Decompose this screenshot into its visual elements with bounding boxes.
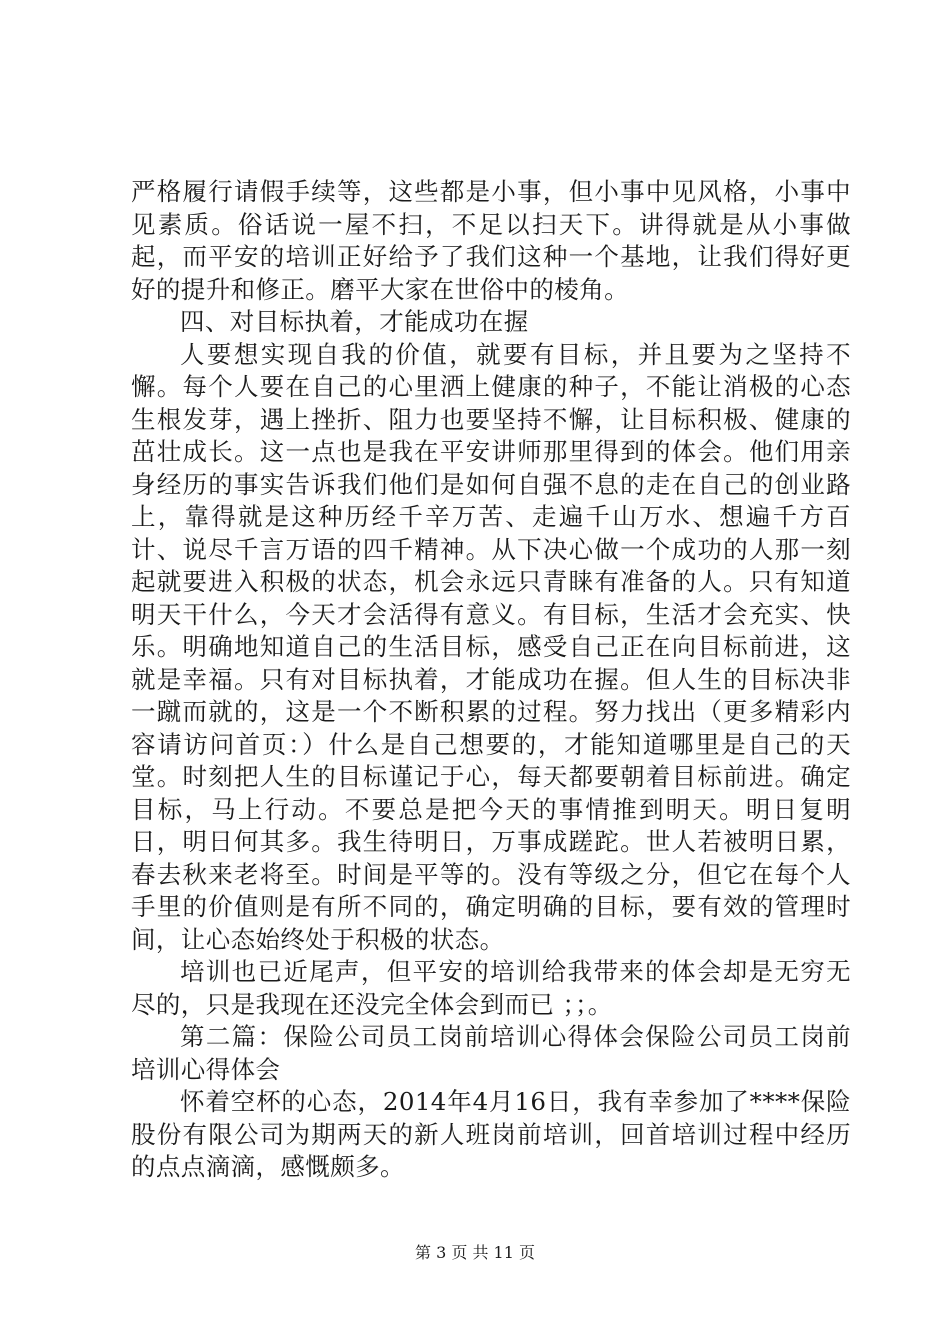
- paragraph-ending: 培训也已近尾声，但平安的培训给我带来的体会却是无穷无尽的，只是我现在还没完全体会到而已 ；；。: [131, 957, 851, 1019]
- paragraph-second-intro: 怀着空杯的心态，2014年4月16日，我有幸参加了****保险股份有限公司为期两天的新人班岗前培训，回首培训过程中经历的点点滴滴，感慨颇多。: [131, 1087, 851, 1181]
- document-body: [131, 176, 851, 1184]
- page-number-footer: 第 3 页 共 11 页: [415, 1243, 535, 1262]
- paragraph-continuation: 严格履行请假手续等，这些都是小事，但小事中见风格，小事中见素质。俗话说一屋不扫，不足以扫天下。讲得就是从小事做起，而平安的培训正好给予了我们这种一个基地，让我们得好更好的提升和修正。磨平大家在世俗中的棱角。: [131, 177, 851, 304]
- second-article-title: 第二篇：保险公司员工岗前培训心得体会保险公司员工岗前培训心得体会: [131, 1022, 851, 1084]
- section-heading-four: 四、对目标执着，才能成功在握: [180, 307, 529, 336]
- paragraph-goals: 人要想实现自我的价值，就要有目标，并且要为之坚持不懈。每个人要在自己的心里洒上健康的种子，不能让消极的心态生根发芽，遇上挫折、阻力也要坚持不懈，让目标积极、健康的茁壮成长。这一点也是我在平安讲师那里得到的体会。他们用亲身经历的事实告诉我们他们是如何自强不息的走在自己的创业路上，靠得就是这种历经千辛万苦、走遍千山万水、想遍千方百计、说尽千言万语的四千精神。从下决心做一个成功的人那一刻起就要进入积极的状态，机会永远只青睐有准备的人。只有知道明天干什么，今天才会活得有意义。有目标，生活才会充实、快乐。明确地知道自己的生活目标，感受自己正在向目标前进，这就是幸福。只有对目标执着，才能成功在握。但人生的目标决非一蹴而就的，这是一个不断积累的过程。努力找出（更多精彩内容请访问首页：）什么是自己想要的，才能知道哪里是自己的天堂。时刻把人生的目标谨记于心，每天都要朝着目标前进。确定目标，马上行动。不要总是把今天的事情推到明天。明日复明日，明日何其多。我生待明日，万事成蹉跎。世人若被明日累，春去秋来老将至。时间是平等的。没有等级之分，但它在每个人手里的价值则是有所不同的，确定明确的目标，要有效的管理时间，让心态始终处于积极的状态。: [131, 339, 851, 954]
